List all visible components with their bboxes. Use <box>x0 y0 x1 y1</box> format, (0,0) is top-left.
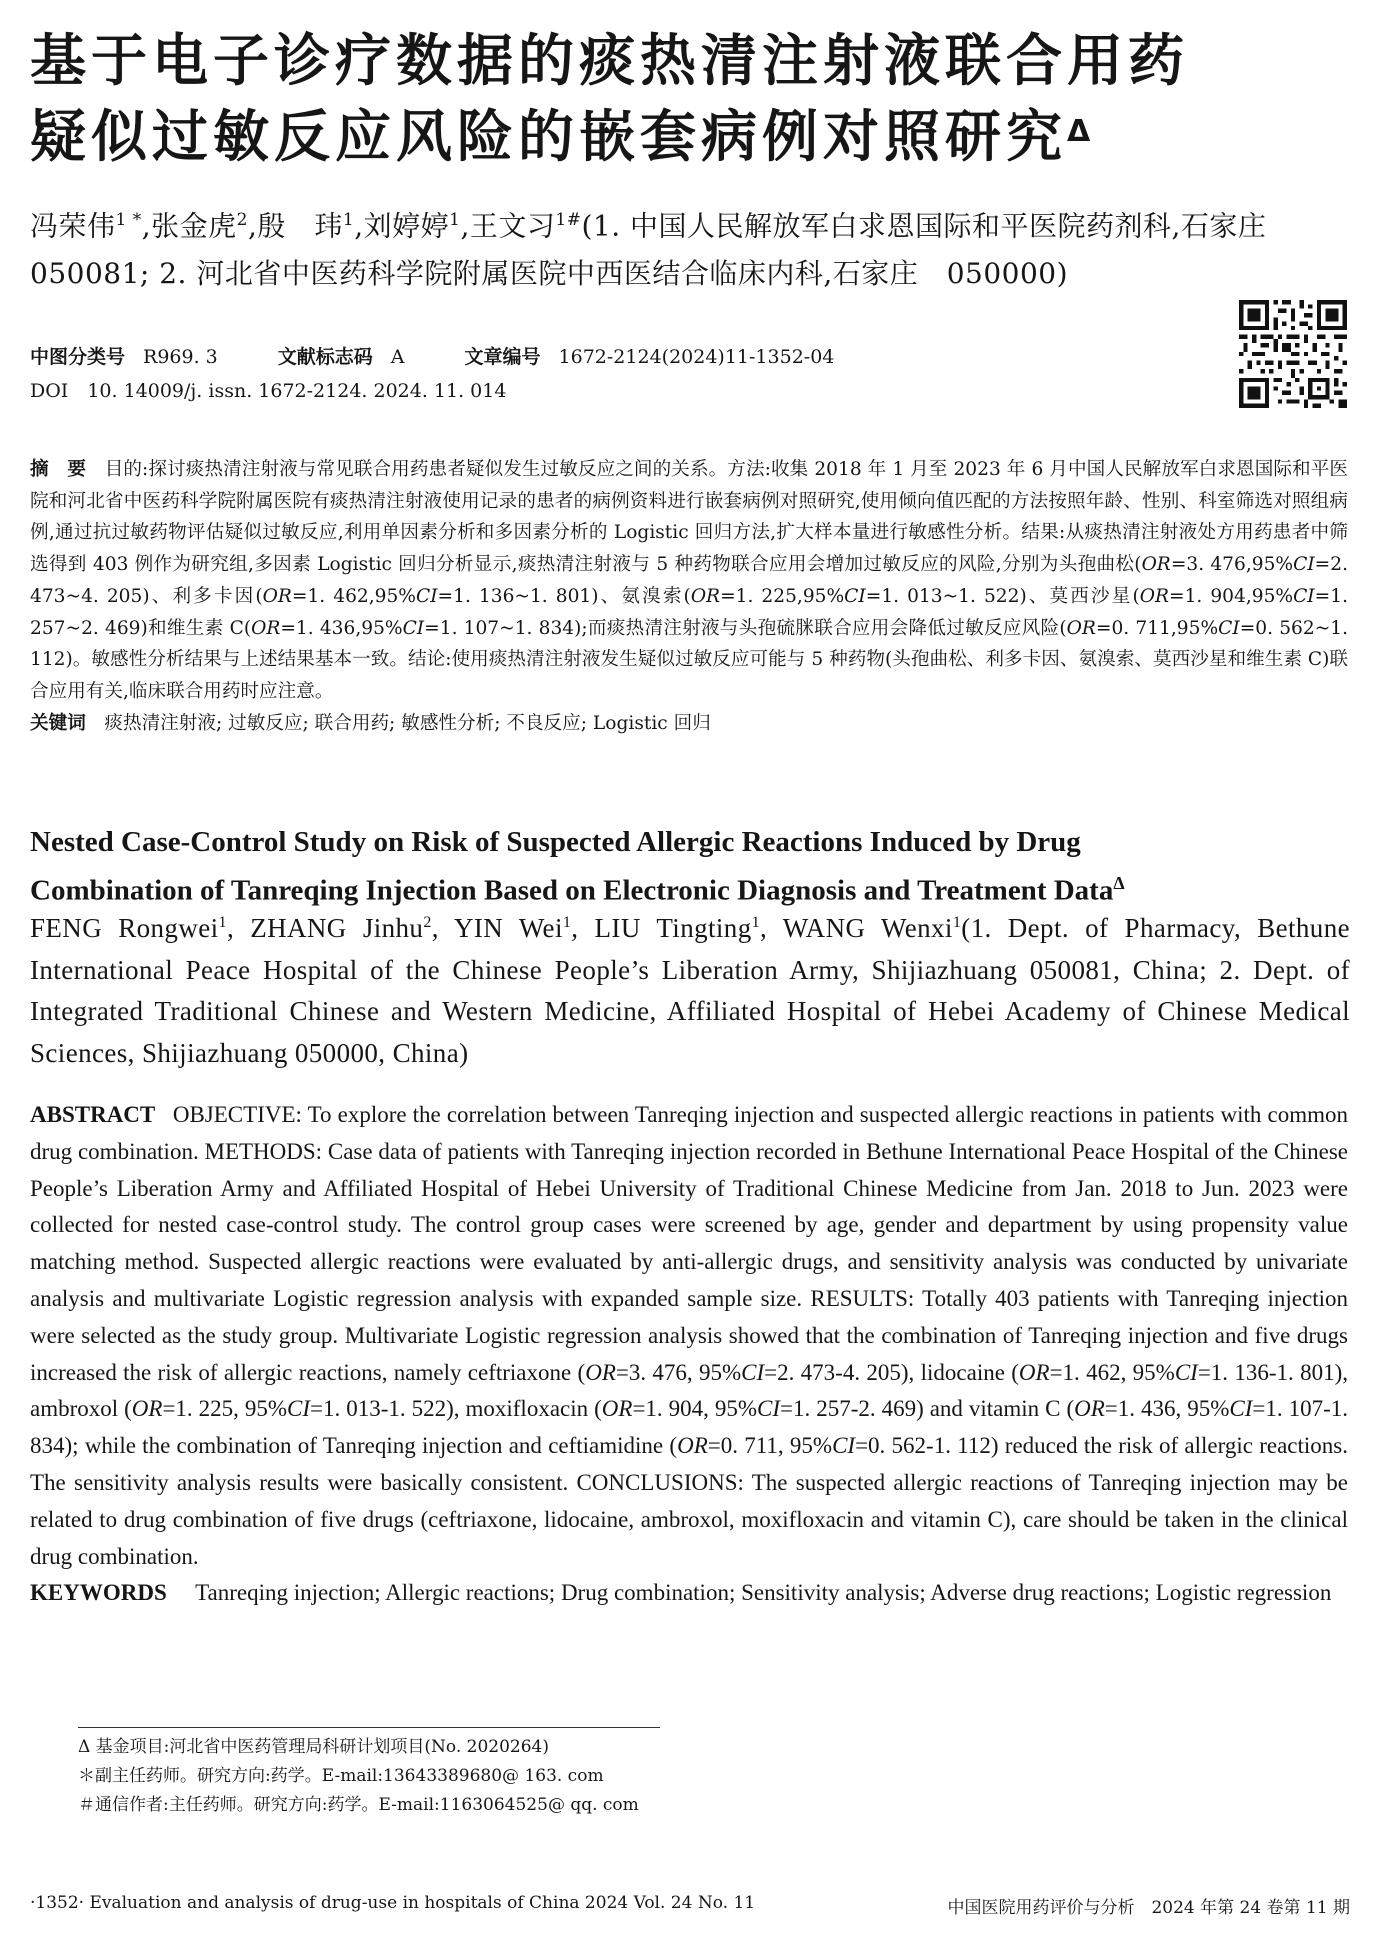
author-name: YIN Wei <box>454 913 563 943</box>
author-name: LIU Tingting <box>594 913 752 943</box>
author-name: 王文习 <box>469 209 556 243</box>
english-abstract <box>30 1097 1348 1612</box>
english-abstract-body: ABSTRACT OBJECTIVE: To explore the correlation between Tanreqing injection and suspected allergic reactions in patients with common drug combination. METHODS: Case data of patients with Tanreqing injection recorded in Bethune International Peace Hospital of the Chinese People’s Liberation Army and Affiliated Hospital of Hebei University of Traditional Chinese Medicine from Jan. 2018 to Jun. 2023 were collected for nested case-control study. The control group cases were screened by age, gender and department by using propensity value matching method. Suspected allergic reactions were evaluated by anti-allergic drugs, and sensitivity analysis was conducted by univariate analysis and multivariate Logistic regression analysis with expanded sample size. RESULTS: Totally 403 patients with Tanreqing injection were selected as the study group. Multivariate Logistic regression analysis showed that the combination of Tanreqing injection and five drugs increased the risk of allergic reactions, namely ceftriaxone (OR=3. 476, 95%CI=2. 473-4. 205), lidocaine (OR=1. 462, 95%CI=1. 136-1. 801), ambroxol (OR=1. 225, 95%CI=1. 013-1. 522), moxifloxacin (OR=1. 904, 95%CI=1. 257-2. 469) and vitamin C (OR=1. 436, 95%CI=1. 107-1. 834); while the combination of Tanreqing injection and ceftiamidine (OR=0. 711, 95%CI=0. 562-1. 112) reduced the risk of allergic reactions. The sensitivity analysis results were basically consistent. CONCLUSIONS: The suspected allergic reactions of Tanreqing injection may be related to drug combination of five drugs (ceftriaxone, lidocaine, ambroxol, moxifloxacin and vitamin C), care should be taken in the clinical drug combination. <box>30 1102 1349 1569</box>
footnote-funding: Δ 基金项目:河北省中医药管理局科研计划项目(No. 2020264) <box>78 1737 550 1757</box>
footnote-divider <box>78 1727 660 1728</box>
author-name: WANG Wenxi <box>782 913 953 943</box>
author-name: ZHANG Jinhu <box>250 913 424 943</box>
english-abstract-label: ABSTRACT <box>30 1102 156 1127</box>
page-footer <box>30 1893 1350 1918</box>
chinese-abstract <box>30 454 1348 739</box>
author-name: 殷 玮 <box>257 209 343 243</box>
author-name: FENG Rongwei <box>30 913 219 943</box>
chinese-keywords: 关键词 痰热清注射液; 过敏反应; 联合用药; 敏感性分析; 不良反应; Logistic 回归 <box>30 712 711 734</box>
english-title <box>30 822 1350 912</box>
english-title-line2: Combination of Tanreqing Injection Based on Electronic Diagnosis and Treatment Data$^\Delta$ <box>30 873 1125 907</box>
chinese-title-line1: 基于电子诊疗数据的痰热清注射液联合用药 <box>30 29 1189 94</box>
page-footer-left: ·1352· Evaluation and analysis of drug-use in hospitals of China 2024 Vol. 24 No. 11 <box>30 1893 756 1913</box>
doi: DOI 10. 14009/j. issn. 1672-2124. 2024. 11. 014 <box>30 380 507 402</box>
chinese-title-line2: 疑似过敏反应风险的嵌套病例对照研究$^\Delta$ <box>30 105 1096 170</box>
author-name: 刘婷婷 <box>363 209 450 243</box>
chinese-keywords-label: 关键词 <box>30 712 86 734</box>
english-keywords: KEYWORDS Tanreqing injection; Allergic reactions; Drug combination; Sensitivity analysis; Adverse drug reactions; Logistic regression <box>30 1580 1332 1606</box>
funding-mark: Δ <box>1067 114 1096 149</box>
english-authors: FENG Rongwei$^1$, ZHANG Jinhu$^2$, YIN Wei$^1$, LIU Tingting$^1$, WANG Wenxi$^1$(1. Dept. of Pharmacy, Bethune International Peace Hospital of the Chinese People’s Liberation Army, Shijiazhuang 050081, China; 2. Dept. of Integrated Traditional Chinese and Western Medicine, Affiliated Hospital of Hebei Academy of Chinese Medical Sciences, Shijiazhuang 050000, China) <box>30 913 1350 1068</box>
page-footer-right: 中国医院用药评价与分析 2024 年第 24 卷第 11 期 <box>947 1898 1350 1918</box>
chinese-authors: 冯荣伟$^{1 *}$,张金虎$^2$,殷 玮$^1$,刘婷婷$^1$,王文习$^{1\#}$(1. 中国人民解放军白求恩国际和平医院药剂科,石家庄 050081; 2. 河北省中医药科学院附属医院中西医结合临床内科,石家庄 050000) <box>30 209 1267 291</box>
chinese-abstract-label: 摘 要 <box>30 459 87 480</box>
chinese-affiliation: (1. 中国人民解放军白求恩国际和平医院药剂科,石家庄 050081; 2. 河北省中医药科学院附属医院中西医结合临床内科,石家庄 050000) <box>30 209 1267 291</box>
qr-code-icon <box>1239 300 1347 408</box>
footnote-first-author: ＊副主任药师。研究方向:药学。E-mail:13643389680@ 163. com <box>78 1766 604 1786</box>
footnote-corresponding-author: ＃通信作者:主任药师。研究方向:药学。E-mail:1163064525@ qq. com <box>78 1795 639 1815</box>
english-affiliation: (1. Dept. of Pharmacy, Bethune International Peace Hospital of the Chinese People’s Liberation Army, Shijiazhuang 050081, China; 2. Dept. of Integrated Traditional Chinese and Western Medicine, Affiliated Hospital of Hebei Academy of Chinese Medical Sciences, Shijiazhuang 050000, China) <box>30 913 1350 1068</box>
chinese-abstract-body: 摘 要 目的:探讨痰热清注射液与常见联合用药患者疑似发生过敏反应之间的关系。方法:收集 2018 年 1 月至 2023 年 6 月中国人民解放军白求恩国际和平医院和河北省中医药科学院附属医院有痰热清注射液使用记录的患者的病例资料进行嵌套病例对照研究,使用倾向值匹配的方法按照年龄、性别、科室筛选对照组病例,通过抗过敏药物评估疑似过敏反应,利用单因素分析和多因素分析的 Logistic 回归方法,扩大样本量进行敏感性分析。结果:从痰热清注射液处方用药患者中筛选得到 403 例作为研究组,多因素 Logistic 回归分析显示,痰热清注射液与 5 种药物联合应用会增加过敏反应的风险,分别为头孢曲松(OR=3. 476,95%CI=2. 473~4. 205)、利多卡因(OR=1. 462,95%CI=1. 136~1. 801)、氨溴索(OR=1. 225,95%CI=1. 013~1. 522)、莫西沙星(OR=1. 904,95%CI=1. 257~2. 469)和维生素 C(OR=1. 436,95%CI=1. 107~1. 834);而痰热清注射液与头孢硫脒联合应用会降低过敏反应风险(OR=0. 711,95%CI=0. 562~1. 112)。敏感性分析结果与上述结果基本一致。结论:使用痰热清注射液发生疑似过敏反应可能与 5 种药物(头孢曲松、利多卡因、氨溴索、莫西沙星和维生素 C)联合应用有关,临床联合用药时应注意。 <box>30 459 1349 702</box>
author-name: 冯荣伟 <box>30 209 116 243</box>
chinese-title <box>30 24 1350 176</box>
footnotes <box>78 1733 639 1820</box>
english-keywords-label: KEYWORDS <box>30 1580 167 1606</box>
article-metadata: 中图分类号 R969. 3 文献标志码 A 文章编号 1672-2124(2024)11-1352-04 DOI 10. 14009/j. issn. 1672-2124. 2024. 11. 014 <box>30 340 834 408</box>
author-name: 张金虎 <box>151 209 237 243</box>
english-title-line1: Nested Case-Control Study on Risk of Suspected Allergic Reactions Induced by Drug <box>30 826 1081 858</box>
